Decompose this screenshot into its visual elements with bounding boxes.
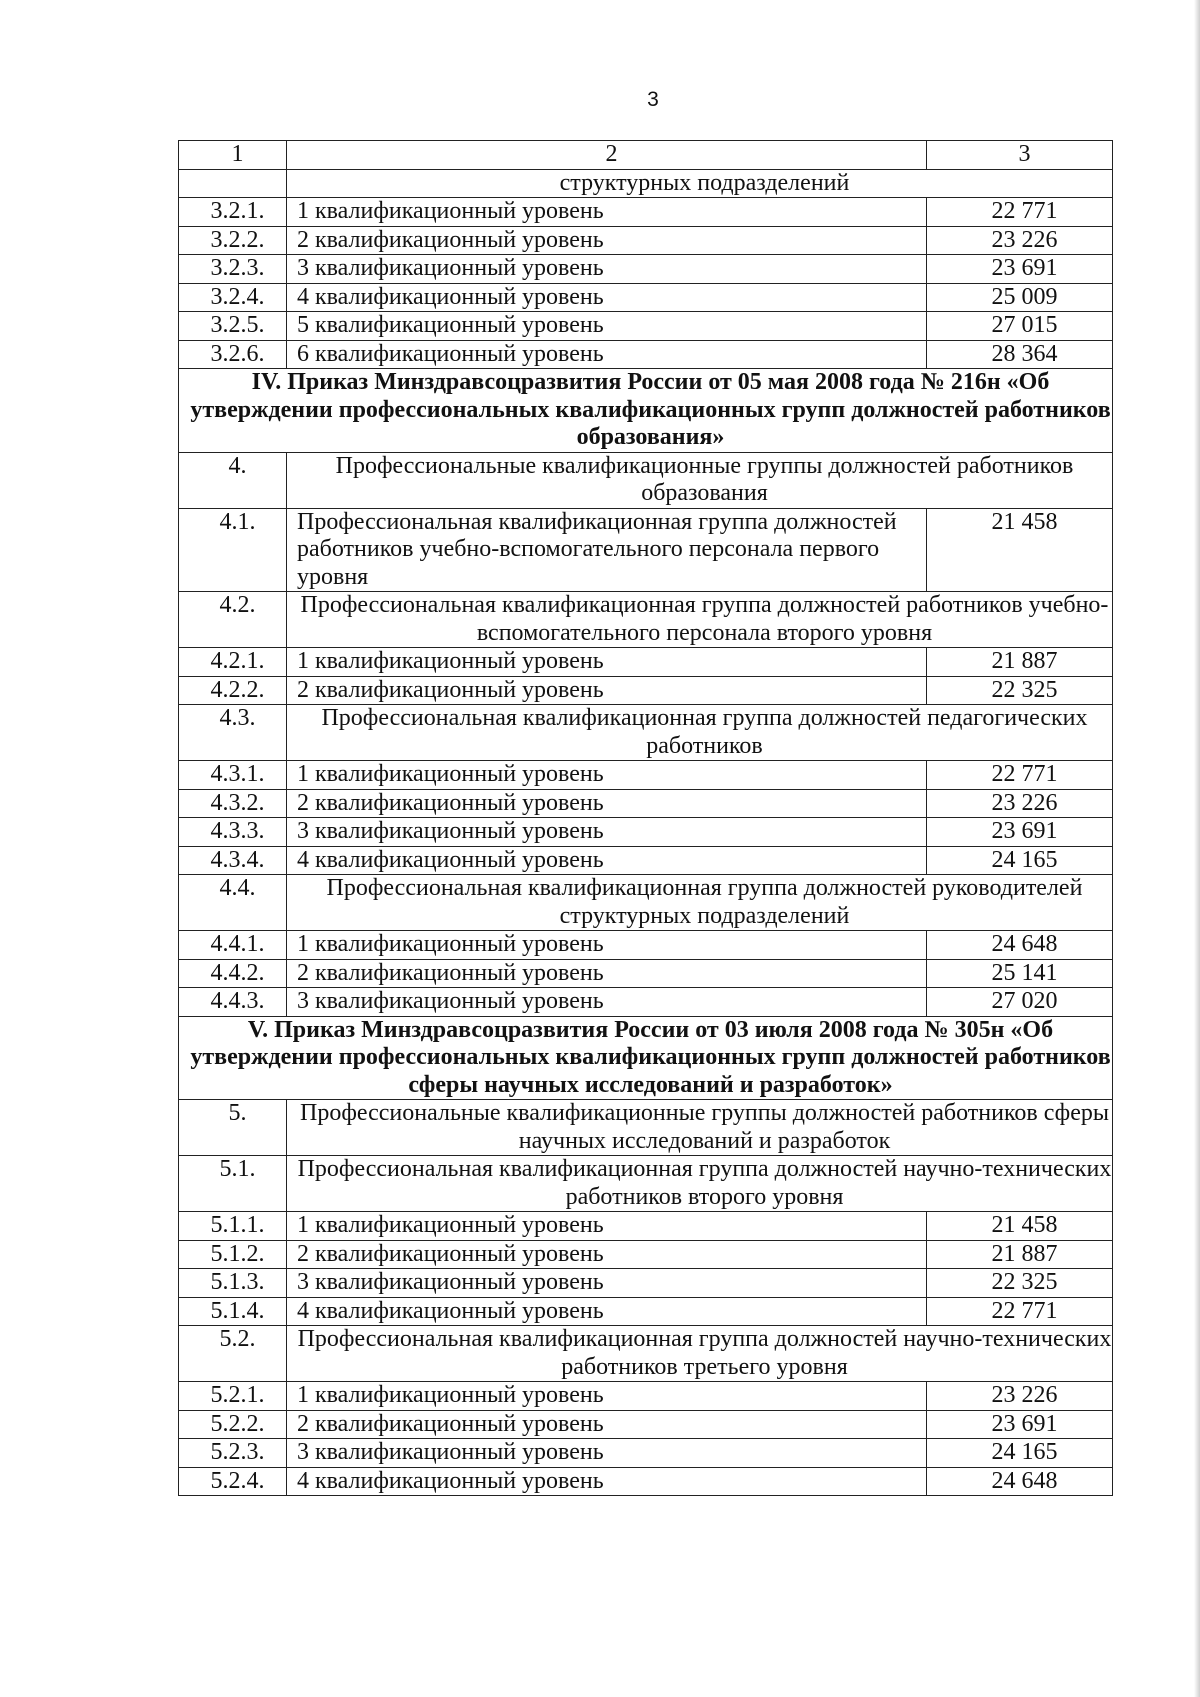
row-name: 4 квалификационный уровень [287, 1467, 927, 1496]
table-row [179, 959, 1113, 988]
salary-table [178, 140, 1113, 1496]
table-row [179, 283, 1113, 312]
group-row [179, 169, 1113, 198]
row-value: 23 691 [927, 255, 1113, 284]
row-number: 4.3.3. [179, 818, 287, 847]
table-row [179, 1269, 1113, 1298]
row-name: 1 квалификационный уровень [287, 198, 927, 227]
row-number [179, 169, 287, 198]
row-name: 2 квалификационный уровень [287, 959, 927, 988]
row-name: 4 квалификационный уровень [287, 283, 927, 312]
header-col-value: 3 [927, 141, 1113, 170]
row-value: 27 015 [927, 312, 1113, 341]
row-value: 24 165 [927, 846, 1113, 875]
row-name: 2 квалификационный уровень [287, 789, 927, 818]
row-value: 21 887 [927, 1240, 1113, 1269]
row-name: 2 квалификационный уровень [287, 226, 927, 255]
row-value: 24 648 [927, 1467, 1113, 1496]
row-value: 22 771 [927, 198, 1113, 227]
header-col-name: 2 [287, 141, 927, 170]
row-name: Профессиональная квалификационная группа должностей работников учебно-вспомогательного персонала первого уровня [287, 508, 927, 592]
row-name: 2 квалификационный уровень [287, 1240, 927, 1269]
table-row [179, 789, 1113, 818]
row-name: 3 квалификационный уровень [287, 1269, 927, 1298]
row-value: 24 648 [927, 931, 1113, 960]
row-number: 4.2.2. [179, 676, 287, 705]
table-row [179, 1439, 1113, 1468]
row-number: 5. [179, 1100, 287, 1156]
table-row [179, 508, 1113, 592]
row-number: 5.2.2. [179, 1410, 287, 1439]
group-title: Профессиональная квалификационная группа должностей руководителей структурных подразделений [287, 875, 1113, 931]
section-heading: IV. Приказ Минздравсоцразвития России от 05 мая 2008 года № 216н «Об утверждении профессиональных квалификационных групп должностей работников образования» [179, 369, 1113, 453]
row-name: 6 квалификационный уровень [287, 340, 927, 369]
row-number: 4.4. [179, 875, 287, 931]
table-row [179, 676, 1113, 705]
table-header-row [179, 141, 1113, 170]
group-title: Профессиональная квалификационная группа должностей научно-технических работников третьего уровня [287, 1326, 1113, 1382]
table-row [179, 648, 1113, 677]
table-row [179, 761, 1113, 790]
row-number: 4.3.4. [179, 846, 287, 875]
table-row [179, 226, 1113, 255]
row-name: 1 квалификационный уровень [287, 1212, 927, 1241]
row-number: 3.2.2. [179, 226, 287, 255]
row-name: 1 квалификационный уровень [287, 1382, 927, 1411]
row-number: 3.2.1. [179, 198, 287, 227]
row-name: 3 квалификационный уровень [287, 988, 927, 1017]
table-row [179, 198, 1113, 227]
row-value: 22 325 [927, 1269, 1113, 1298]
group-row [179, 592, 1113, 648]
row-value: 27 020 [927, 988, 1113, 1017]
group-title: Профессиональные квалификационные группы должностей работников сферы научных исследований и разработок [287, 1100, 1113, 1156]
row-number: 5.1.3. [179, 1269, 287, 1298]
row-number: 5.2.3. [179, 1439, 287, 1468]
row-value: 24 165 [927, 1439, 1113, 1468]
table-row [179, 1240, 1113, 1269]
row-value: 25 141 [927, 959, 1113, 988]
row-value: 25 009 [927, 283, 1113, 312]
table-row [179, 312, 1113, 341]
group-row [179, 1100, 1113, 1156]
row-name: 1 квалификационный уровень [287, 648, 927, 677]
group-row [179, 452, 1113, 508]
row-name: 2 квалификационный уровень [287, 1410, 927, 1439]
row-number: 4.2. [179, 592, 287, 648]
section-heading: V. Приказ Минздравсоцразвития России от 03 июля 2008 года № 305н «Об утверждении профессиональных квалификационных групп должностей работников сферы научных исследований и разработок» [179, 1016, 1113, 1100]
row-value: 28 364 [927, 340, 1113, 369]
row-value: 22 771 [927, 761, 1113, 790]
table-row [179, 1212, 1113, 1241]
row-number: 5.2. [179, 1326, 287, 1382]
row-number: 4.3. [179, 705, 287, 761]
row-number: 3.2.5. [179, 312, 287, 341]
row-number: 5.2.1. [179, 1382, 287, 1411]
page-number: 3 [647, 88, 659, 111]
row-number: 5.1.4. [179, 1297, 287, 1326]
row-number: 5.1.2. [179, 1240, 287, 1269]
group-title: структурных подразделений [287, 169, 1113, 198]
row-number: 5.1. [179, 1156, 287, 1212]
row-number: 4.1. [179, 508, 287, 592]
row-value: 23 226 [927, 789, 1113, 818]
table-row [179, 1382, 1113, 1411]
table-row [179, 818, 1113, 847]
group-row [179, 1156, 1113, 1212]
row-name: 4 квалификационный уровень [287, 1297, 927, 1326]
table-row [179, 988, 1113, 1017]
group-title: Профессиональная квалификационная группа должностей научно-технических работников второго уровня [287, 1156, 1113, 1212]
row-value: 23 691 [927, 1410, 1113, 1439]
group-row [179, 705, 1113, 761]
group-title: Профессиональная квалификационная группа должностей работников учебно-вспомогательного персонала второго уровня [287, 592, 1113, 648]
row-number: 3.2.3. [179, 255, 287, 284]
section-heading-row [179, 1016, 1113, 1100]
row-number: 3.2.4. [179, 283, 287, 312]
row-value: 23 226 [927, 1382, 1113, 1411]
row-name: 4 квалификационный уровень [287, 846, 927, 875]
section-heading-row [179, 369, 1113, 453]
table-body [179, 141, 1113, 1496]
table-row [179, 255, 1113, 284]
row-number: 3.2.6. [179, 340, 287, 369]
row-number: 5.1.1. [179, 1212, 287, 1241]
row-number: 4.4.2. [179, 959, 287, 988]
table-row [179, 1467, 1113, 1496]
row-name: 3 квалификационный уровень [287, 818, 927, 847]
group-row [179, 875, 1113, 931]
row-value: 21 458 [927, 508, 1113, 592]
row-number: 4. [179, 452, 287, 508]
row-name: 1 квалификационный уровень [287, 761, 927, 790]
group-title: Профессиональная квалификационная группа должностей педагогических работников [287, 705, 1113, 761]
row-value: 23 226 [927, 226, 1113, 255]
group-row [179, 1326, 1113, 1382]
table-row [179, 1297, 1113, 1326]
row-number: 4.2.1. [179, 648, 287, 677]
row-value: 22 325 [927, 676, 1113, 705]
row-name: 5 квалификационный уровень [287, 312, 927, 341]
row-name: 2 квалификационный уровень [287, 676, 927, 705]
row-value: 21 458 [927, 1212, 1113, 1241]
row-number: 5.2.4. [179, 1467, 287, 1496]
page-edge-shadow [1194, 0, 1200, 1697]
row-value: 23 691 [927, 818, 1113, 847]
table-row [179, 340, 1113, 369]
row-number: 4.4.3. [179, 988, 287, 1017]
row-number: 4.3.1. [179, 761, 287, 790]
row-name: 3 квалификационный уровень [287, 255, 927, 284]
table-row [179, 931, 1113, 960]
row-number: 4.4.1. [179, 931, 287, 960]
row-name: 3 квалификационный уровень [287, 1439, 927, 1468]
table-row [179, 846, 1113, 875]
header-col-number: 1 [179, 141, 287, 170]
row-value: 22 771 [927, 1297, 1113, 1326]
group-title: Профессиональные квалификационные группы должностей работников образования [287, 452, 1113, 508]
row-name: 1 квалификационный уровень [287, 931, 927, 960]
row-value: 21 887 [927, 648, 1113, 677]
row-number: 4.3.2. [179, 789, 287, 818]
table-row [179, 1410, 1113, 1439]
